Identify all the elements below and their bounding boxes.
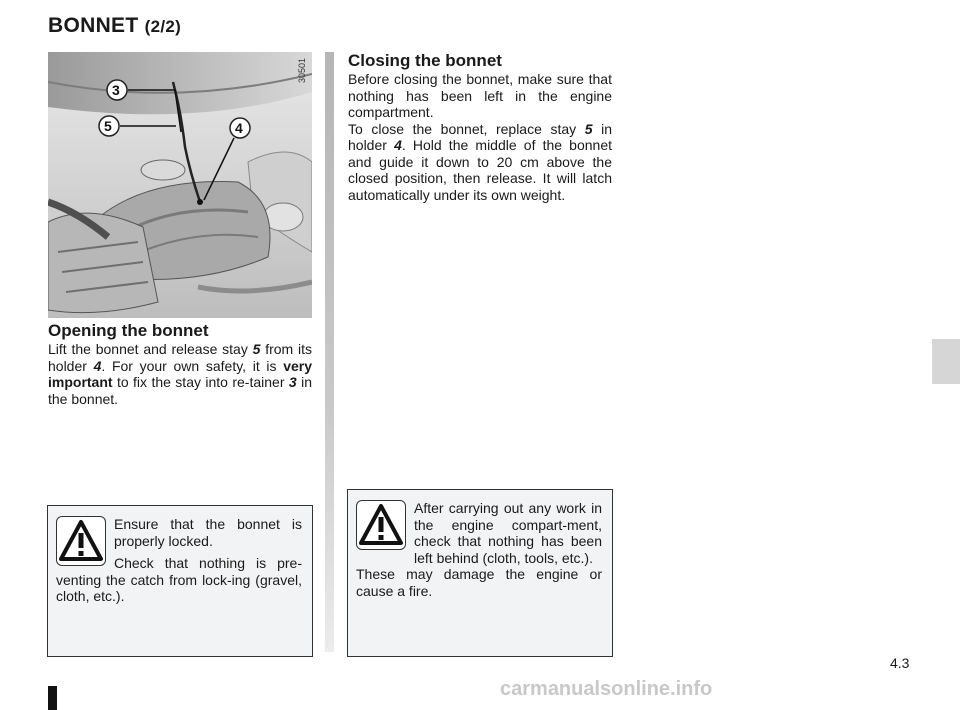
ref-stay-5: 5 xyxy=(252,341,261,357)
closing-text-part: in holder xyxy=(348,120,612,153)
column-divider xyxy=(325,52,334,652)
figure-id: 30501 xyxy=(297,58,307,84)
closing-text-part: To close the bonnet, replace stay xyxy=(348,120,585,137)
engine-bay-photo xyxy=(48,52,312,318)
closing-paragraph-1: Before closing the bonnet, make sure that nothing has been left in the engine compartment. xyxy=(348,71,612,120)
corner-mark xyxy=(48,686,57,710)
warning-box-bonnet-locked xyxy=(47,505,313,657)
page-title xyxy=(48,14,181,38)
warning-triangle-icon xyxy=(356,500,406,550)
ref-holder-4: 4 xyxy=(394,137,402,153)
warning-paragraph-1: After carrying out any work in the engine compart-ment, check that nothing has been left behind (cloth, tools, etc.). xyxy=(414,500,602,566)
engine-bay-illustration xyxy=(48,52,312,318)
ref-retainer-3: 3 xyxy=(288,374,297,390)
warning-triangle-icon xyxy=(56,516,106,566)
title-main: BONNET xyxy=(48,14,139,37)
warning-paragraph-2: Check that nothing is pre-venting the catch from lock-ing (gravel, cloth, etc.). xyxy=(56,555,302,604)
opening-text-part: from its holder xyxy=(48,341,313,374)
callout-3-label: 3 xyxy=(112,82,120,98)
opening-text-part: in the bonnet. xyxy=(48,374,312,407)
chapter-tab xyxy=(932,339,960,384)
opening-text-part: Lift the bonnet and release stay xyxy=(48,341,253,357)
page-number: 4.3 xyxy=(890,655,910,671)
opening-text-part: to fix the stay into re-tainer xyxy=(112,374,289,390)
opening-text-part: . For your own safety, it is xyxy=(101,357,284,374)
closing-heading: Closing the bonnet xyxy=(348,51,502,70)
callout-5-label: 5 xyxy=(104,118,112,134)
opening-heading: Opening the bonnet xyxy=(48,321,209,340)
ref-stay-5: 5 xyxy=(584,120,593,137)
warning-paragraph-2: These may damage the engine or cause a fire. xyxy=(356,566,602,599)
opening-section xyxy=(48,321,312,407)
closing-paragraph-2 xyxy=(348,121,612,204)
closing-section xyxy=(348,51,612,203)
warning-box-engine-compartment xyxy=(347,489,613,657)
title-suffix: (2/2) xyxy=(144,17,182,36)
watermark: carmanualsonline.info xyxy=(500,678,713,700)
opening-text xyxy=(48,341,312,407)
ref-holder-4: 4 xyxy=(93,357,102,374)
warning-paragraph-1: Ensure that the bonnet is properly locked. xyxy=(114,516,302,549)
closing-text-part: . Hold the middle of the bonnet and guide it down to 20 cm above the closed position, then release. It will latch automatically under its own weight. xyxy=(348,137,613,203)
callout-4-label: 4 xyxy=(235,120,243,136)
emphasis-text: very important xyxy=(48,357,312,390)
